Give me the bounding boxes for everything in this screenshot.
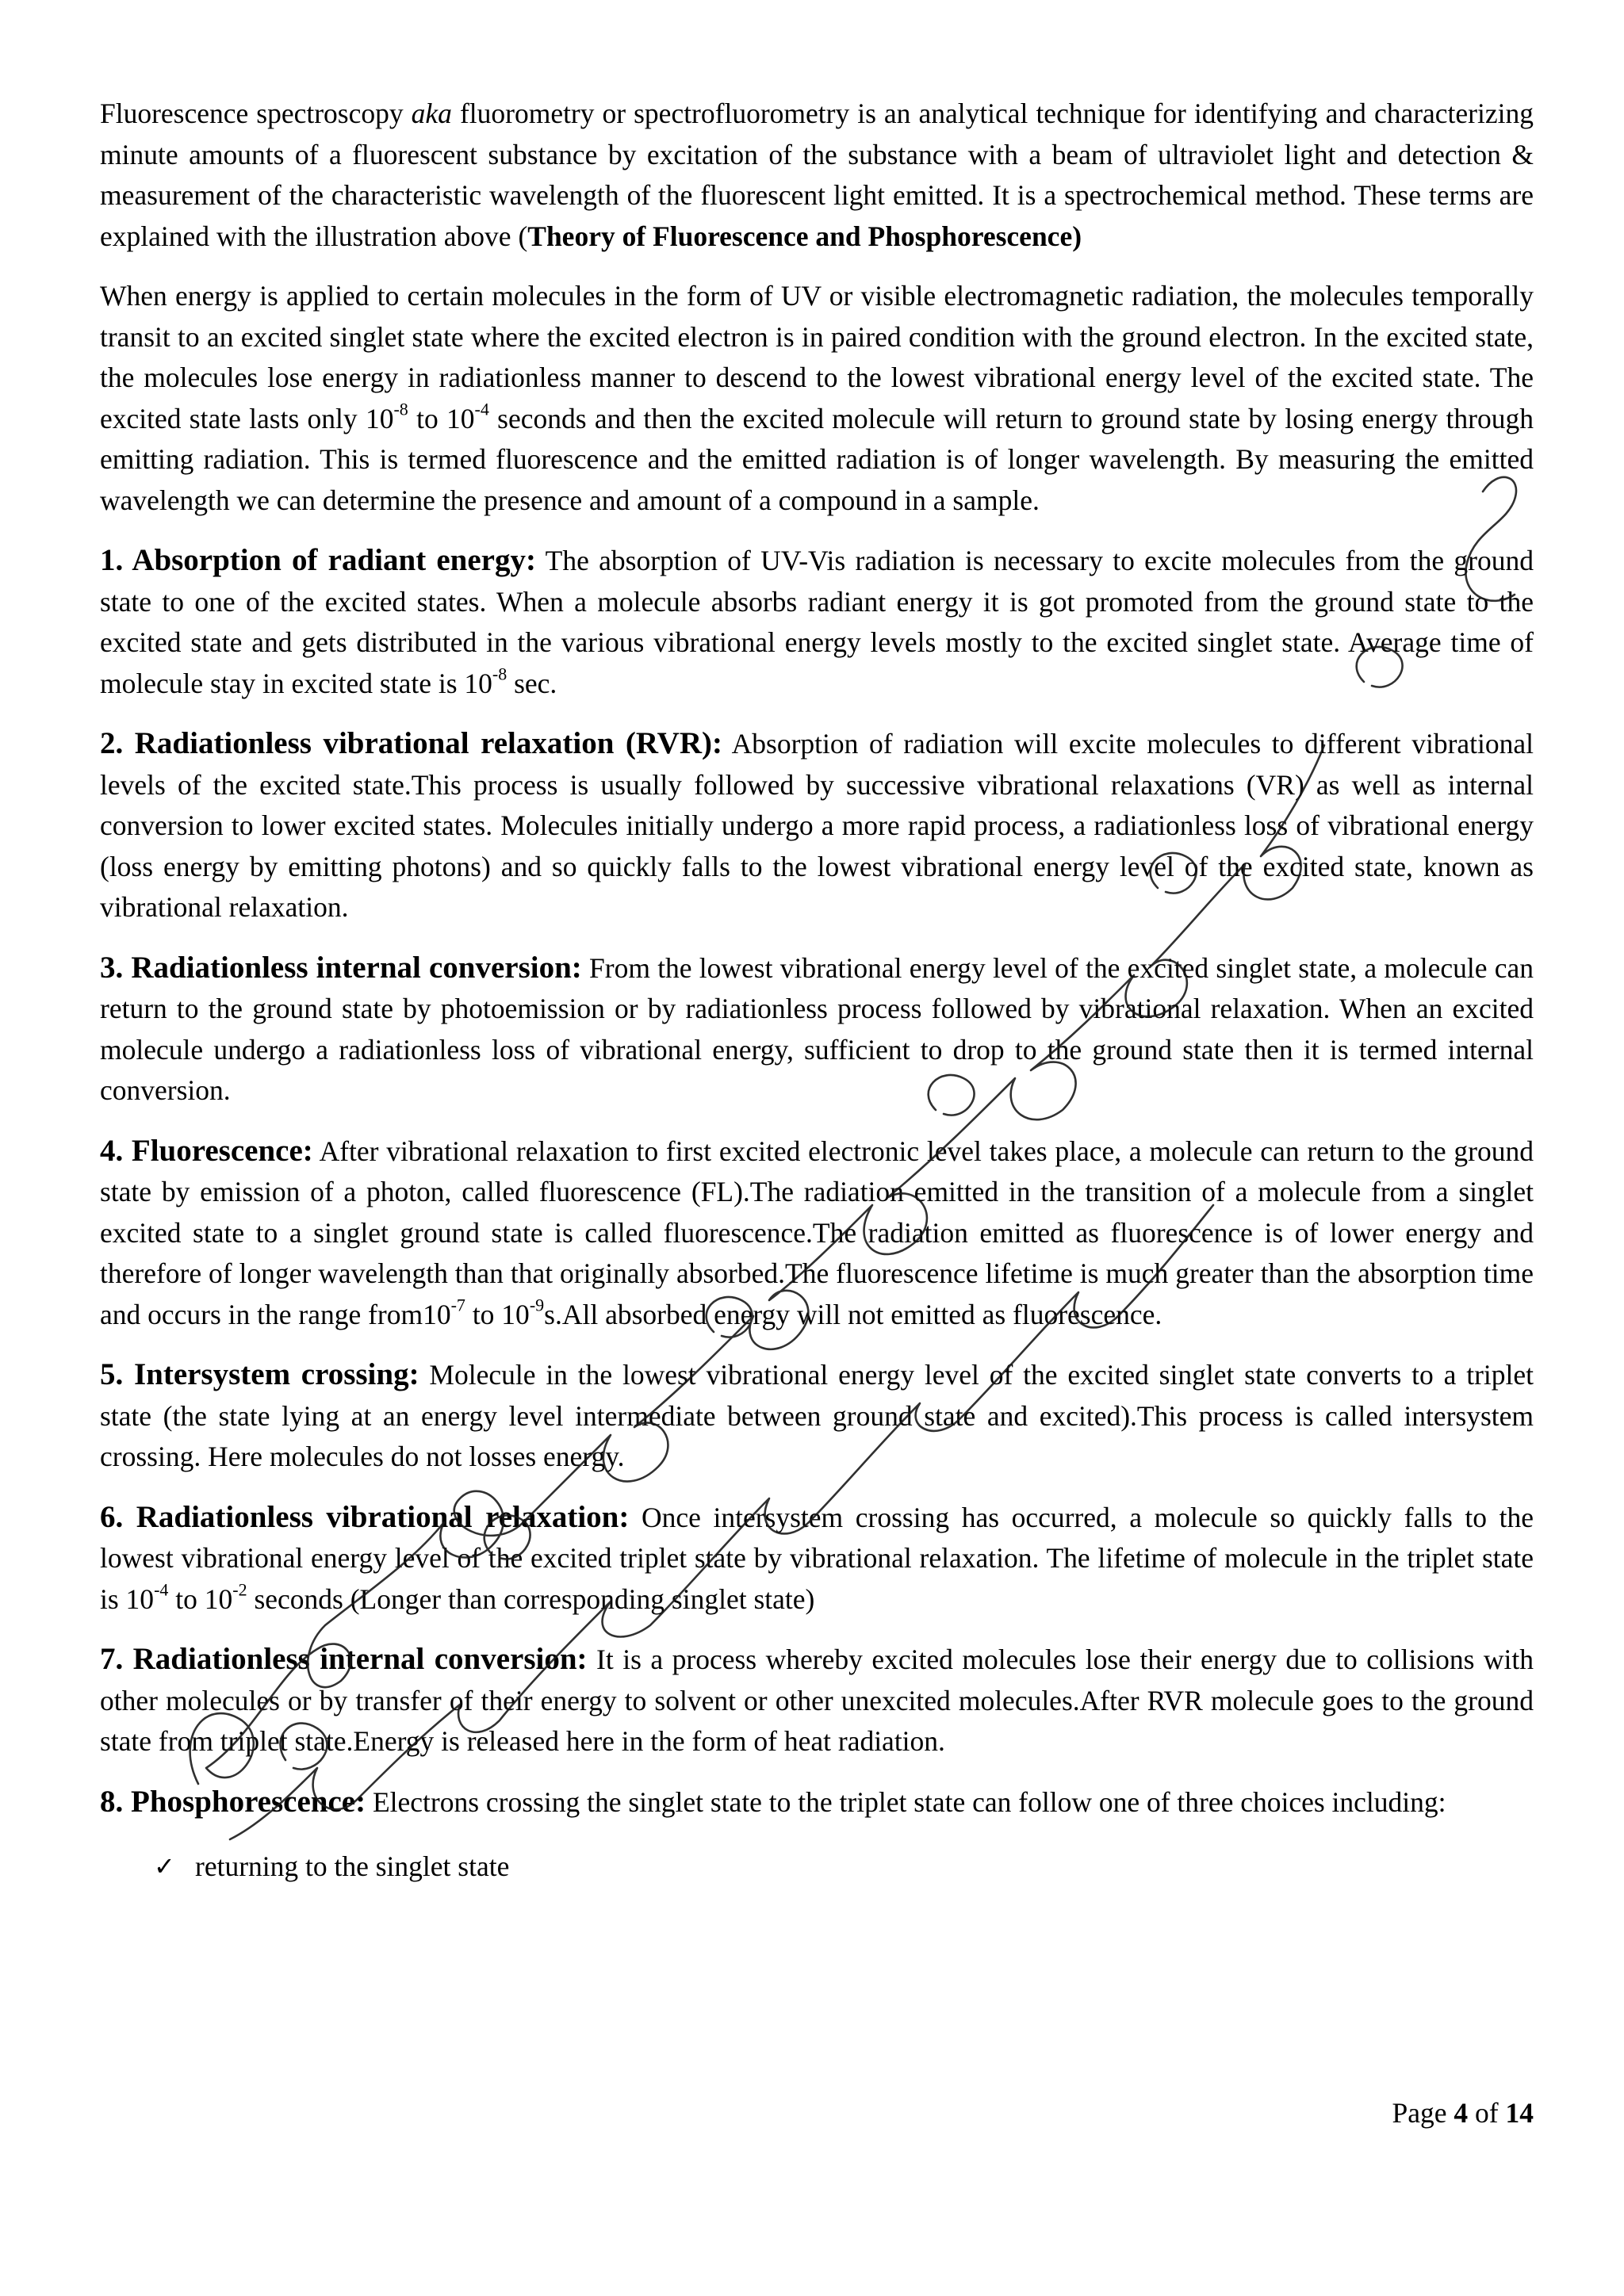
page-of-label: of [1468, 2097, 1506, 2129]
bold-reference: Theory of Fluorescence and Phosphorescence) [527, 220, 1082, 252]
text-run: sec. [507, 667, 557, 699]
section-phosphorescence [100, 1781, 1534, 1823]
section-internal-conversion [100, 947, 1534, 1112]
section-heading: 1. Absorption of radiant energy: [100, 543, 536, 577]
text-run: When energy is applied to certain molecules in the form of UV or visible electromagnetic radiation, the molecules temporally transit to an excited singlet state where the excited electron is in paired condition with the ground electron. In the excited state, the molecules lose energy in radiationless manner to descend to the lowest vibrational energy level of the excited state. The excited state lasts only 10 [100, 280, 1534, 434]
text-run: seconds and then the excited molecule will return to ground state by losing energy through emitting radiation. This is termed fluorescence and the emitted radiation is of longer wavelength. By measuring the emitted wavelength we can determine the presence and amount of a compound in a sample. [100, 402, 1534, 516]
section-heading: 7. Radiationless internal conversion: [100, 1642, 588, 1676]
section-heading: 2. Radiationless vibrational relaxation (RVR): [100, 726, 722, 760]
section-heading: 4. Fluorescence: [100, 1133, 313, 1168]
section-absorption [100, 540, 1534, 704]
page-footer [1392, 2093, 1534, 2134]
text-run: to 10 [408, 402, 475, 434]
page-total: 14 [1505, 2097, 1534, 2129]
list-item [154, 1846, 1534, 1888]
text-run: Absorption of radiation will excite molecules to different vibrational levels of the excited state.This process is usually followed by successive vibrational relaxations (VR) as well as internal conversion to lower excited states. Molecules initially undergo a more rapid process, a radiationless loss of vibrational energy (loss energy by emitting photons) and so quickly falls to the lowest vibrational energy level of the excited state, known as vibrational relaxation. [100, 728, 1534, 923]
page-body [100, 94, 1534, 1888]
section-heading: 8. Phosphorescence: [100, 1784, 366, 1819]
section-triplet-relaxation [100, 1497, 1534, 1621]
exponent: -4 [154, 1579, 169, 1599]
text-run: From the lowest vibrational energy level of the excited singlet state, a molecule can return to the ground state by photoemission or by radiationless process followed by vibrational relaxation. When an excited molecule undergo a radiationless loss of vibrational energy, sufficient to drop to the ground state then it is termed internal conversion. [100, 951, 1534, 1106]
page-label: Page [1392, 2097, 1454, 2129]
text-run: After vibrational relaxation to first excited electronic level takes place, a molecule can return to the ground state by emission of a photon, called fluorescence (FL).The radiation emitted in the transition of a molecule from a singlet excited state to a singlet ground state is called fluorescence.The radiation emitted as fluorescence is of lower energy and therefore of longer wavelength than that originally absorbed.The fluorescence lifetime is much greater than the absorption time and occurs in the range from10 [100, 1135, 1534, 1330]
exponent: -9 [529, 1295, 545, 1314]
text-run: to 10 [168, 1582, 233, 1615]
text-run: seconds (Longer than corresponding singlet state) [247, 1582, 815, 1615]
list-item-text: returning to the singlet state [195, 1850, 510, 1882]
text-run: It is a process whereby excited molecules lose their energy due to collisions with other molecules or by transfer of their energy to solvent or other unexcited molecules.After RVR molecule goes to the ground state from triplet state.Energy is released here in the form of heat radiation. [100, 1644, 1534, 1757]
section-heading: 5. Intersystem crossing: [100, 1357, 419, 1391]
section-intersystem-crossing [100, 1354, 1534, 1478]
intro-paragraph-2 [100, 276, 1534, 521]
exponent: -4 [474, 399, 489, 419]
text-run: to 10 [465, 1298, 530, 1330]
exponent: -8 [393, 399, 408, 419]
text-run: fluorometry or spectrofluorometry is an analytical technique for identifying and characterizing minute amounts of a fluorescent substance by excitation of the substance with a beam of ultraviolet light and detection & measurement of the characteristic wavelength of the fluorescent light emitted. It is a spectrochemical method. These terms are explained with the illustration above ( [100, 98, 1534, 252]
exponent: -7 [450, 1295, 465, 1314]
choices-list [100, 1846, 1534, 1888]
intro-paragraph-1 [100, 94, 1534, 257]
checkmark-icon: ✓ [154, 1851, 175, 1881]
text-run: Once intersystem crossing has occurred, a molecule so quickly falls to the lowest vibrational energy level of the excited triplet state by vibrational relaxation. The lifetime of molecule in the triplet state is 10 [100, 1501, 1534, 1615]
section-rvr [100, 723, 1534, 928]
section-heading: 3. Radiationless internal conversion: [100, 950, 582, 985]
text-run: s.All absorbed energy will not emitted as fluorescence. [544, 1298, 1162, 1330]
exponent: -2 [232, 1579, 247, 1599]
section-fluorescence [100, 1131, 1534, 1336]
text-run: Electrons crossing the singlet state to the triplet state can follow one of three choices including: [366, 1785, 1446, 1818]
text-run: Fluorescence spectroscopy [100, 98, 412, 129]
italic-term: aka [411, 98, 452, 129]
section-internal-conversion-2 [100, 1639, 1534, 1762]
section-heading: 6. Radiationless vibrational relaxation: [100, 1499, 630, 1534]
text-run: Molecule in the lowest vibrational energy level of the excited singlet state converts to a triplet state (the state lying at an energy level intermediate between ground state and excited).This process is called intersystem crossing. Here molecules do not losses energy. [100, 1359, 1534, 1472]
text-run: The absorption of UV-Vis radiation is necessary to excite molecules from the ground state to one of the excited states. When a molecule absorbs radiant energy it is got promoted from the ground state to the excited state and gets distributed in the various vibrational energy levels mostly to the excited singlet state. Average time of molecule stay in excited state is 10 [100, 545, 1534, 699]
page-number: 4 [1454, 2097, 1469, 2129]
exponent: -8 [492, 664, 508, 683]
